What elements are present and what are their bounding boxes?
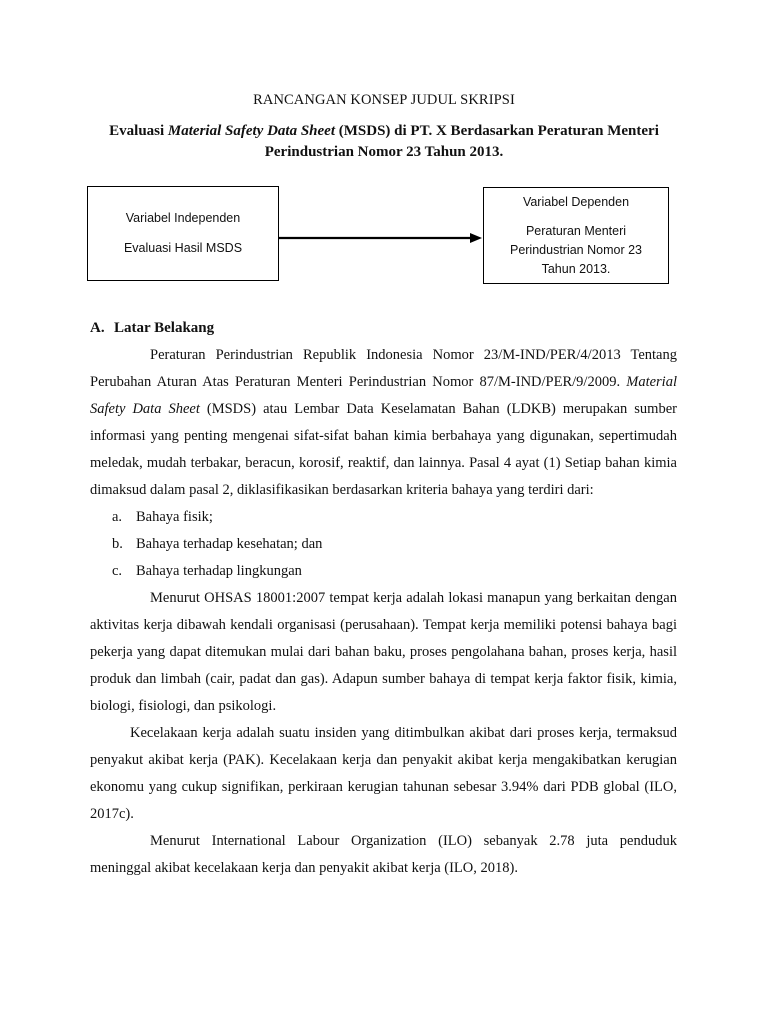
section-heading xyxy=(90,320,214,337)
paragraph-1-part1: Peraturan Perindustrian Republik Indonesia Nomor 23/M-IND/PER/4/2013 Tentang Perubahan Aturan Atas Peraturan Menteri Perindustrian Nomor 87/M-IND/PER/9/2009. xyxy=(90,347,677,390)
list-item xyxy=(90,504,677,531)
list-item xyxy=(90,531,677,558)
dependent-variable-line3: Tahun 2013. xyxy=(541,261,611,276)
list-item-text: Bahaya fisik; xyxy=(136,509,213,525)
list-item xyxy=(90,558,677,585)
body-text xyxy=(90,342,677,882)
list-item-text: Bahaya terhadap kesehatan; dan xyxy=(136,536,323,552)
independent-variable-body: Evaluasi Hasil MSDS xyxy=(123,241,243,255)
section-heading-text: Latar Belakang xyxy=(114,320,215,336)
paragraph-1-rest: (MSDS) atau Lembar Data Keselamatan Bahan (LDKB) merupakan sumber informasi yang penting mengenai sifat-sifat bahan kimia berbahaya yang digunakan, sepertimudah meledak, mudah terbakar, beracun, korosif, reaktif, dan lainnya. Pasal 4 ayat (1) Setiap bahan kimia dimaksud dalam pasal 2, diklasifikasikan berdasarkan kriteria bahaya yang terdiri dari: xyxy=(90,401,677,498)
paragraph-1-italic: Material Safety Data Sheet xyxy=(90,374,677,417)
arrow-connector xyxy=(279,230,484,246)
paragraph-4: Menurut International Labour Organization (ILO) sebanyak 2.78 juta penduduk meninggal akibat kecelakaan kerja dan penyakit akibat kerja (ILO, 2018). xyxy=(90,833,677,876)
document-subtitle xyxy=(100,121,668,163)
dependent-variable-line2: Perindustrian Nomor 23 xyxy=(509,242,642,257)
paragraph-2: Menurut OHSAS 18001:2007 tempat kerja adalah lokasi manapun yang berkaitan dengan aktivitas kerja dibawah kendali organisasi (perusahaan). Tempat kerja memiliki potensi bahaya bagi pekerja yang dapat ditemukan mulai dari bahan baku, proses pengolahana bahan, proses kerja, hasil produk dan limbah (cair, padat dan gas). Adapun sumber bahaya di tempat kerja faktor fisik, kimia, biologi, fisiologi, dan psikologi. xyxy=(90,590,677,714)
list-marker: a. xyxy=(112,509,123,525)
dependent-variable-line1: Peraturan Menteri xyxy=(525,223,627,238)
subtitle-italic: Material Safety Data Sheet xyxy=(167,123,335,139)
independent-variable-heading: Variabel Independen xyxy=(125,211,241,225)
paragraph-3: Kecelakaan kerja adalah suatu insiden yang ditimbulkan akibat dari proses kerja, termaksud penyakut akibat kerja (PAK). Kecelakaan kerja dan penyakit akibat kerja mengakibatkan kerugian ekonomu yang cukup signifikan, perkiraan kerugian tahunan sebesar 3.94% dari PDB global (ILO, 2017c). xyxy=(90,725,677,822)
list-marker: c. xyxy=(112,563,123,579)
document-title: RANCANGAN KONSEP JUDUL SKRIPSI xyxy=(253,92,515,108)
section-letter: A. xyxy=(90,320,105,336)
independent-variable-box xyxy=(87,186,279,281)
dependent-variable-heading: Variabel Dependen xyxy=(522,194,630,209)
list-marker: b. xyxy=(112,536,123,552)
paragraph-1 xyxy=(90,342,677,504)
list-item-text: Bahaya terhadap lingkungan xyxy=(136,563,302,579)
subtitle-part1: Evaluasi xyxy=(109,123,168,139)
subtitle-part2: (MSDS) di PT. X Berdasarkan Peraturan Menteri Perindustrian Nomor 23 Tahun 2013. xyxy=(264,123,659,160)
dependent-variable-box xyxy=(483,187,669,284)
hazard-list xyxy=(90,504,677,585)
